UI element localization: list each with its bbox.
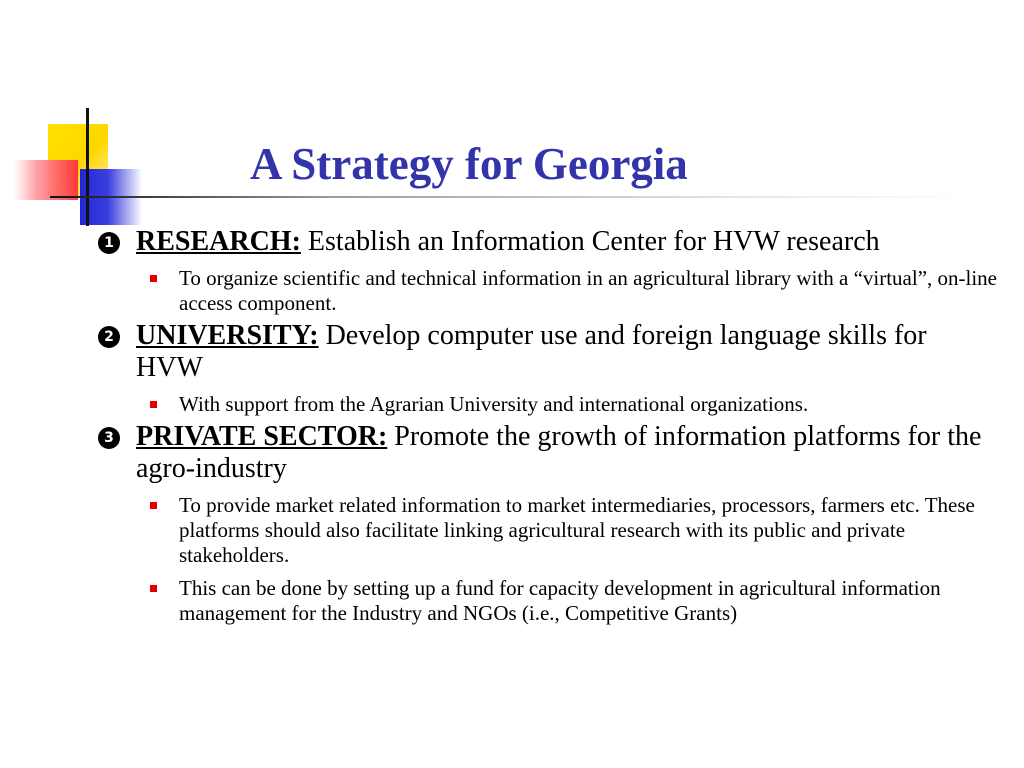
item-label: PRIVATE SECTOR:: [136, 421, 388, 452]
sub-item-text: To provide market related information to market intermediaries, processors, farmers etc. These platforms should also facilitate linking agricultural research with its public and private stakeholders.: [179, 493, 975, 567]
item-text: [136, 320, 996, 384]
item-description: Develop computer use and foreign language skills for HVW: [136, 320, 927, 383]
item-description: Promote the growth of information platforms for the agro-industry: [136, 421, 982, 484]
square-bullet-icon: [150, 275, 157, 282]
item-text: [136, 226, 996, 258]
number-1-bullet-icon: 1: [98, 232, 120, 254]
sub-item-text: To organize scientific and technical information in an agricultural library with a “virtual”, on-line access component.: [179, 266, 998, 315]
sub-item-text: With support from the Agrarian University and international organizations.: [179, 392, 809, 416]
sub-list-item: [96, 493, 999, 568]
decor-vertical-line: [86, 108, 89, 226]
item-label: UNIVERSITY:: [136, 320, 319, 351]
sub-item-text: This can be done by setting up a fund for capacity development in agricultural information management for the Industry and NGOs (i.e., Competitive Grants): [179, 576, 941, 625]
item-description: Establish an Information Center for HVW research: [300, 226, 880, 257]
decor-red-square: [14, 160, 78, 200]
sub-list-item: [96, 266, 999, 316]
list-item-research: [96, 226, 996, 258]
title-underline-rule: [50, 196, 970, 198]
slide-title: A Strategy for Georgia: [250, 139, 688, 189]
square-bullet-icon: [150, 502, 157, 509]
number-2-bullet-icon: 2: [98, 326, 120, 348]
slide-body: [96, 226, 996, 630]
sub-list-item: [96, 392, 999, 417]
sub-list-item: [96, 576, 999, 626]
square-bullet-icon: [150, 401, 157, 408]
list-item-university: [96, 320, 996, 384]
number-3-bullet-icon: 3: [98, 427, 120, 449]
list-item-private-sector: [96, 421, 996, 485]
item-label: RESEARCH:: [136, 226, 301, 257]
item-text: [136, 421, 996, 485]
square-bullet-icon: [150, 585, 157, 592]
